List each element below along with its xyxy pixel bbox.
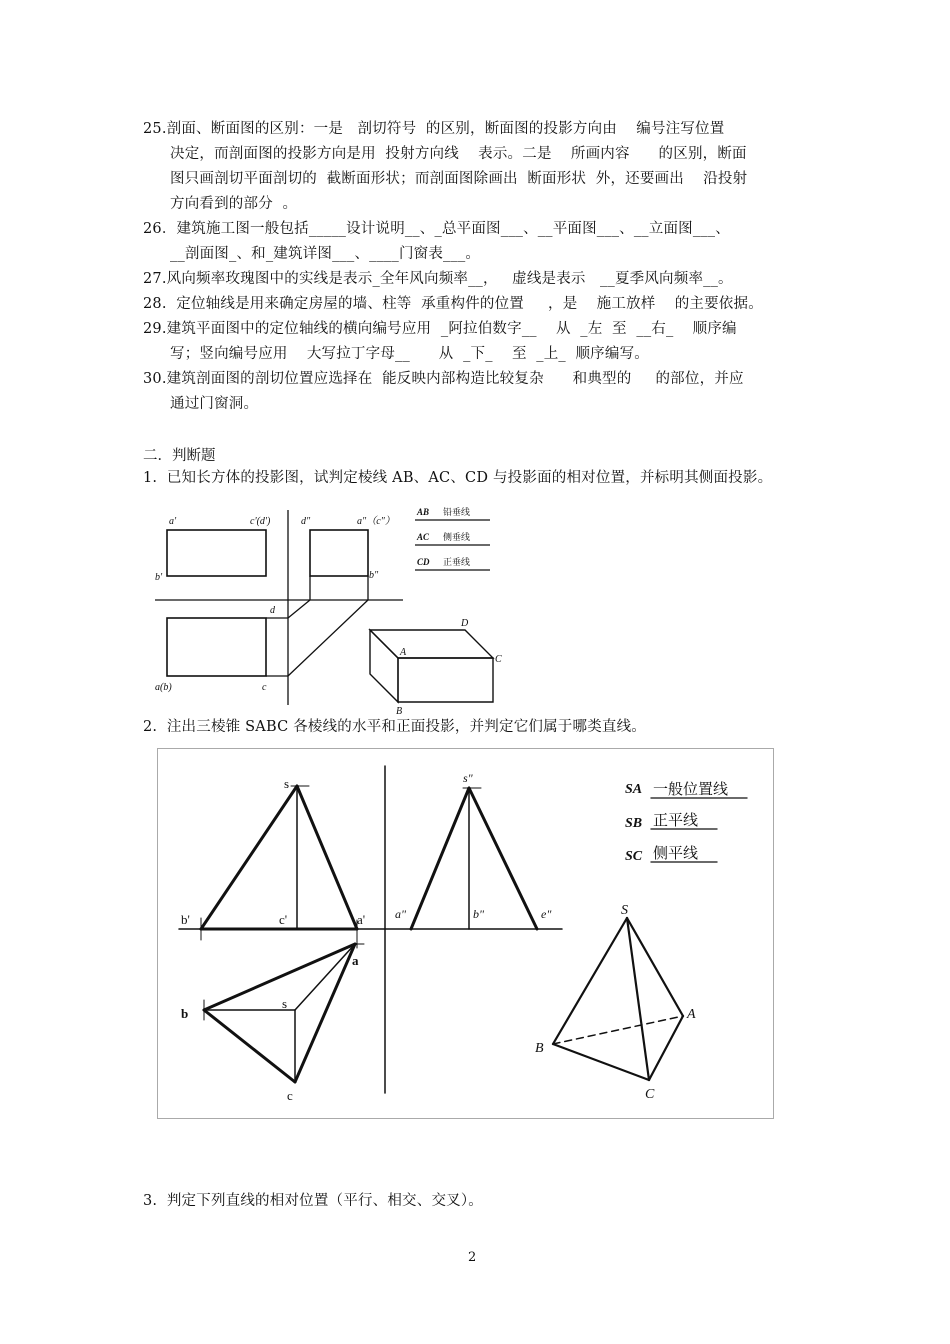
q25-line3: 图只画剖切平面剖切的 截断面形状；而剖面图除画出 断面形状 外，还要画出 沿投射: [170, 171, 748, 187]
fig1-label-ab-top: a(b): [155, 682, 172, 693]
fig1-answer-val-3: 正垂线: [443, 557, 471, 567]
fig1-answer-key-1: AB: [417, 507, 430, 517]
q26-line1: 26．建筑施工图一般包括_____设计说明__、_总平面图___、__平面图___、__立面图___、: [143, 221, 730, 237]
fig2-label-s-top: s: [282, 996, 288, 1011]
fig1-side-rect: [310, 530, 368, 576]
fig2-answer-key-1: SA: [625, 782, 643, 797]
q25-line2: 决定，而剖面图的投影方向是用 投射方向线 表示。二是 所画内容 的区别，断面: [170, 146, 747, 162]
fig1-label-B: B: [396, 706, 403, 715]
fig2-answer-val-2: 正平线: [653, 813, 699, 829]
fig1-transfer-diag2: [288, 600, 368, 676]
fig1-answer-key-2: AC: [417, 532, 430, 542]
q27-line: 27.风向频率玫瑰图中的实线是表示_全年风向频率__， 虚线是表示 __夏季风向频率__。: [143, 271, 733, 287]
q30-line2: 通过门窗洞。: [170, 396, 259, 412]
fig2-label-B: B: [535, 1041, 544, 1056]
judge-q1: 1. 已知长方体的投影图，试判定棱线 AB、AC、CD 与投影面的相对位置，并标明其侧面投影。: [143, 470, 773, 486]
judge-q3: 3. 判定下列直线的相对位置（平行、相交、交叉）。: [143, 1193, 484, 1209]
fig2-label-b-front: b': [181, 912, 190, 927]
q25-line4: 方向看到的部分 。: [170, 196, 298, 212]
q30-line1: 30.建筑剖面图的剖切位置应选择在 能反映内部构造比较复杂 和典型的 的部位，并应: [143, 371, 744, 387]
fig1-label-A: A: [400, 647, 407, 658]
fig2-label-S: S: [621, 903, 628, 918]
fig1-label-b-front: b': [155, 572, 163, 583]
fig1-answer-val-1: 铅垂线: [443, 507, 471, 517]
fig2-answer-val-1: 一般位置线: [653, 782, 729, 798]
fig2-label-a-top: a: [352, 953, 359, 968]
q29-line1: 29.建筑平面图中的定位轴线的横向编号应用 _阿拉伯数字__ 从 _左 至 __右_ 顺序编: [143, 321, 737, 337]
section-title: 二．判断题: [143, 448, 216, 464]
fig1-label-c-top: c: [262, 682, 267, 693]
fig2-label-a-side: a": [395, 907, 407, 921]
q29-line2: 写；竖向编号应用 大写拉丁字母__ 从 _下_ 至 _上_ 顺序编写。: [170, 346, 649, 362]
judge-q2: 2. 注出三棱锥 SABC 各棱线的水平和正面投影，并判定它们属于哪类直线。: [143, 719, 646, 735]
fig1-label-D: D: [461, 618, 469, 629]
fig1-front-rect: [167, 530, 266, 576]
fig1-label-C: C: [495, 654, 502, 665]
fig1-label-a-side: a"（c"）: [357, 516, 395, 527]
fig2-label-s-front: s: [284, 776, 290, 791]
fig2-label-b-side: b": [473, 907, 485, 921]
fig1-3d-box: [370, 630, 493, 702]
fig1-label-d-top: d: [270, 605, 275, 616]
fig1-label-b-side: b": [369, 570, 379, 581]
fig2-answer-val-3: 侧平线: [653, 846, 699, 862]
page-number: 2: [468, 1250, 477, 1265]
fig1-transfer-diag1: [288, 600, 310, 618]
q28-line: 28. 定位轴线是用来确定房屋的墙、柱等 承重构件的位置 ，是 施工放样 的主要依据。: [143, 296, 763, 312]
figure-box-projection: [145, 500, 515, 715]
fig2-label-c-side: e": [541, 907, 552, 921]
q26-line2: __剖面图_、和_建筑详图___、____门窗表___。: [170, 246, 481, 262]
fig1-label-d-side: d": [301, 516, 311, 527]
q25-line1: 25.剖面、断面图的区别：一是 剖切符号 的区别，断面图的投影方向由 编号注写位置: [143, 121, 725, 137]
fig2-label-b-top: b: [181, 1006, 189, 1021]
figure-pyramid-projection: [157, 748, 774, 1120]
fig2-label-s-side: s": [463, 771, 473, 785]
fig2-label-A: A: [687, 1007, 696, 1022]
fig2-answer-key-2: SB: [625, 816, 643, 831]
fig2-answer-key-3: SC: [625, 849, 643, 864]
fig2-label-C: C: [645, 1087, 655, 1102]
fig2-label-c-top: c: [287, 1088, 293, 1103]
fig1-answer-key-3: CD: [417, 557, 430, 567]
fig1-answer-val-2: 侧垂线: [443, 532, 471, 542]
fig1-top-rect: [167, 618, 266, 676]
fig2-label-c-front: c': [279, 912, 288, 927]
fig1-label-a-front: a': [169, 516, 177, 527]
fig1-label-c-front: c'(d'): [250, 516, 271, 527]
fig2-label-a-front: a': [357, 912, 366, 927]
